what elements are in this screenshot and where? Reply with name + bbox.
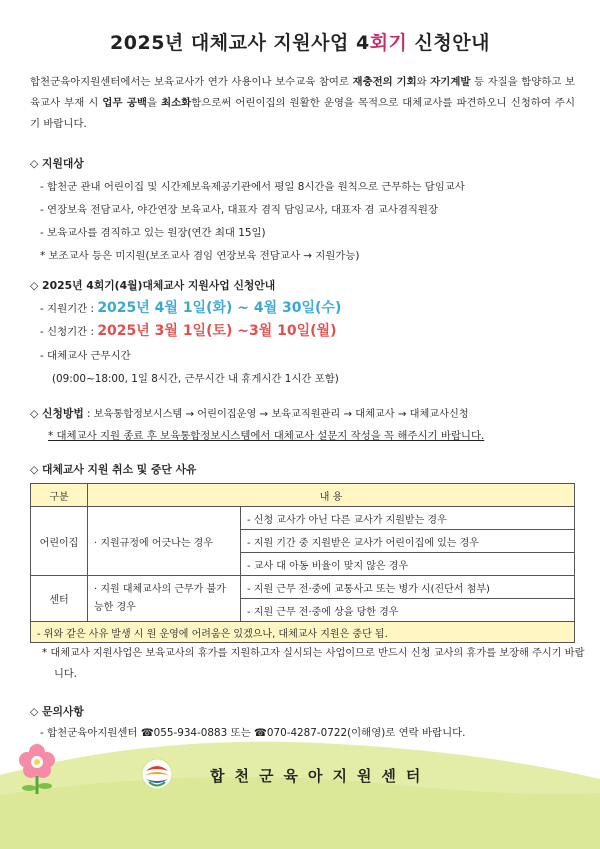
- target-heading: ◇ 지원대상: [30, 157, 84, 170]
- title-suffix: 신청안내: [407, 32, 490, 54]
- apply-period-label: - 신청기간 :: [40, 326, 98, 338]
- intro-text: 와: [416, 76, 431, 88]
- contact-heading: ◇ 문의사항: [30, 705, 84, 718]
- center-logo-icon: [140, 757, 174, 791]
- row-item: - 지원 근무 전·중에 교통사고 또는 병가 시(진단서 첨부): [241, 576, 575, 599]
- cancel-note: * 대체교사 지원사업은 보육교사의 휴가를 지원하고자 실시되는 사업이므로 반드시 신청 교사의 휴가를 보장해 주시기 바랍니다.: [42, 648, 585, 680]
- support-period-label: - 지원기간 :: [40, 303, 98, 315]
- intro-bold: 업무 공백: [102, 97, 147, 109]
- intro-text: 등 자질을 함양하고 보육교사 부재 시: [30, 76, 576, 109]
- work-hours-label: - 대체교사 근무시간: [40, 350, 131, 362]
- target-item: - 합천군 관내 어린이집 및 시간제보육제공기관에서 평일 8시간을 원칙으로 근무하는 담임교사: [40, 181, 465, 193]
- intro-bold: 최소화: [161, 97, 192, 109]
- method-value: : 보육통합정보시스템 → 어린이집운영 → 보육교직원관리 → 대체교사 → 대체교사신청: [83, 409, 469, 420]
- target-item: - 연장보육 전담교사, 야간연장 보육교사, 대표자 겸직 담임교사, 대표자 겸 교사겸직원장: [40, 204, 438, 216]
- intro-text: 합천군육아지원센터에서는 보육교사가 연가 사용이나 보수교육 참여로: [30, 76, 353, 88]
- intro-bold: 자기계발: [430, 76, 471, 88]
- row-condition: · 지원 대체교사의 근무가 불가능한 경우: [88, 576, 241, 622]
- intro-text: 함으로써 어린이집의 원활한 운영을 목적으로 대체교사를 파견하오니 신청하여 주시기 바랍니다.: [30, 97, 575, 130]
- table-notice-row: [31, 622, 575, 643]
- intro-paragraph: [30, 72, 575, 135]
- row-item: - 지원 기간 중 지원받은 교사가 어린이집에 있는 경우: [241, 530, 575, 553]
- row-item: - 교사 대 아동 비율이 맞지 않은 경우: [241, 553, 575, 576]
- row-item: - 신청 교사가 아닌 다른 교사가 지원받는 경우: [241, 507, 575, 530]
- title-prefix: 2025년 대체교사 지원사업 4: [110, 32, 370, 54]
- method-row: [30, 405, 469, 421]
- row-item: - 지원 근무 전·중에 상을 당한 경우: [241, 599, 575, 622]
- table-row: [31, 507, 575, 530]
- table-notice: - 위와 같은 사유 발생 시 원 운영에 어려움은 있겠으나, 대체교사 지원은 중단 됨.: [31, 622, 575, 643]
- table-header-row: [31, 484, 575, 507]
- cancel-reasons-table: [30, 483, 575, 643]
- method-note: * 대체교사 지원 종료 후 보육통합정보시스템에서 대체교사 설문지 작성을 꼭 해주시기 바랍니다.: [48, 430, 485, 442]
- row-category: 센터: [31, 576, 88, 622]
- page-title: [0, 28, 600, 55]
- footer-org-name: 합천군육아지원센터: [210, 767, 431, 785]
- round-heading: ◇ 2025년 4회기(4월)대체교사 지원사업 신청안내: [30, 279, 276, 292]
- title-accent: 회기: [369, 32, 408, 54]
- row-condition: · 지원규정에 어긋나는 경우: [88, 507, 241, 576]
- table-header-content: 내 용: [88, 484, 575, 507]
- target-item: * 보조교사 등은 미지원(보조교사 겸임 연장보육 전담교사 → 지원가능): [40, 250, 360, 262]
- apply-period-value: 2025년 3월 1일(토) ~3월 10일(월): [97, 323, 337, 339]
- flower-icon: [14, 740, 60, 796]
- table-row: [31, 576, 575, 599]
- row-category: 어린이집: [31, 507, 88, 576]
- target-item: - 보육교사를 겸직하고 있는 원장(연간 최대 15일): [40, 227, 266, 239]
- support-period-value: 2025년 4월 1일(화) ~ 4월 30일(수): [97, 300, 342, 316]
- apply-period: [40, 320, 336, 340]
- cancel-heading: ◇ 대체교사 지원 취소 및 중단 사유: [30, 463, 197, 476]
- intro-text: 을: [146, 97, 162, 109]
- table-header-category: 구분: [31, 484, 88, 507]
- method-heading: ◇ 신청방법: [30, 407, 84, 420]
- intro-bold: 재충전의 기회: [352, 76, 417, 88]
- work-hours-value: (09:00~18:00, 1일 8시간, 근무시간 내 휴게시간 1시간 포함): [52, 373, 339, 385]
- footer-hill-graphic: [0, 735, 600, 849]
- support-period: [40, 297, 341, 317]
- contact-text: - 합천군육아지원센터 ☎055-934-0883 또는 ☎070-4287-0722(이해영)로 연락 바랍니다.: [40, 727, 466, 739]
